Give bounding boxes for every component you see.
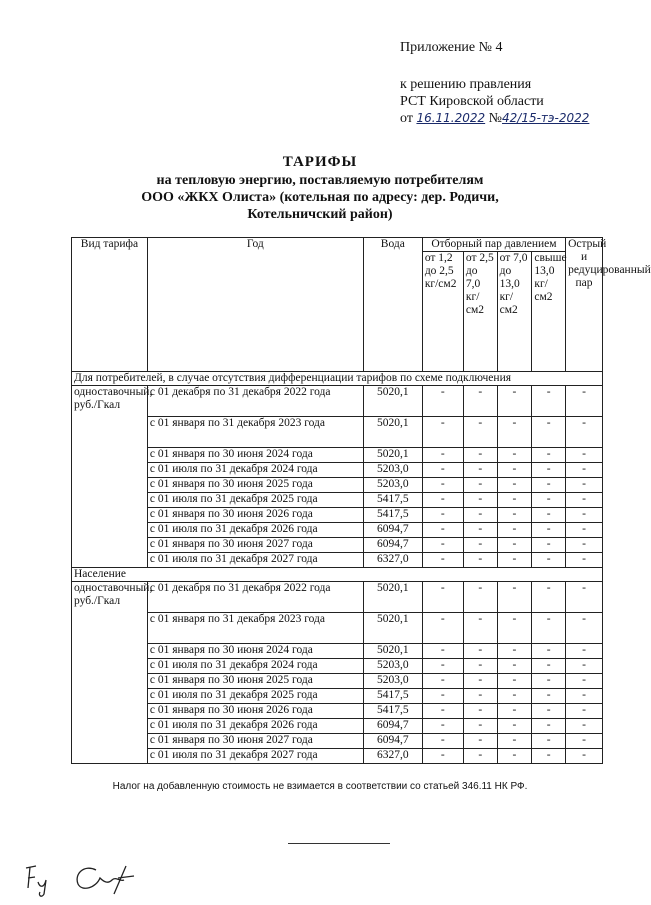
empty-tariff-cell: -	[497, 463, 532, 478]
period-cell: с 01 января по 30 июня 2024 года	[147, 448, 363, 463]
water-tariff-cell: 5203,0	[363, 463, 422, 478]
empty-tariff-cell: -	[422, 538, 463, 553]
empty-tariff-cell: -	[463, 508, 497, 523]
table-row	[72, 704, 603, 719]
empty-tariff-cell: -	[463, 478, 497, 493]
empty-tariff-cell: -	[532, 386, 566, 417]
period-cell: с 01 июля по 31 декабря 2026 года	[147, 523, 363, 538]
empty-tariff-cell: -	[463, 644, 497, 659]
empty-tariff-cell: -	[422, 508, 463, 523]
table-row	[72, 448, 603, 463]
signature-rule	[288, 843, 390, 844]
empty-tariff-cell: -	[463, 523, 497, 538]
empty-tariff-cell: -	[532, 553, 566, 568]
empty-tariff-cell: -	[463, 463, 497, 478]
empty-tariff-cell: -	[566, 734, 603, 749]
empty-tariff-cell: -	[566, 523, 603, 538]
period-cell: с 01 июля по 31 декабря 2025 года	[147, 689, 363, 704]
col-header-kind: Вид тарифа	[72, 238, 148, 372]
empty-tariff-cell: -	[422, 553, 463, 568]
table-row	[72, 613, 603, 644]
col-header-steam-4: свыше 13,0 кг/см2	[532, 252, 566, 372]
col-header-steam-1: от 1,2 до 2,5 кг/см2	[422, 252, 463, 372]
water-tariff-cell: 5020,1	[363, 417, 422, 448]
empty-tariff-cell: -	[532, 719, 566, 734]
table-header-row	[72, 238, 603, 252]
tariff-kind-cell: одноставочный, руб./Гкал	[72, 386, 148, 568]
table-row	[72, 689, 603, 704]
doc-subtitle	[0, 172, 640, 223]
empty-tariff-cell: -	[532, 749, 566, 764]
table-row	[72, 508, 603, 523]
empty-tariff-cell: -	[497, 478, 532, 493]
empty-tariff-cell: -	[422, 463, 463, 478]
period-cell: с 01 июля по 31 декабря 2024 года	[147, 463, 363, 478]
empty-tariff-cell: -	[463, 719, 497, 734]
empty-tariff-cell: -	[566, 448, 603, 463]
signature-initials	[22, 858, 62, 898]
empty-tariff-cell: -	[497, 719, 532, 734]
empty-tariff-cell: -	[497, 538, 532, 553]
empty-tariff-cell: -	[566, 463, 603, 478]
empty-tariff-cell: -	[532, 448, 566, 463]
empty-tariff-cell: -	[497, 508, 532, 523]
empty-tariff-cell: -	[463, 448, 497, 463]
empty-tariff-cell: -	[566, 644, 603, 659]
empty-tariff-cell: -	[532, 644, 566, 659]
table-row	[72, 538, 603, 553]
period-cell: с 01 декабря по 31 декабря 2022 года	[147, 386, 363, 417]
empty-tariff-cell: -	[566, 689, 603, 704]
section-title-row	[72, 372, 603, 386]
empty-tariff-cell: -	[566, 674, 603, 689]
section-title-row	[72, 568, 603, 582]
period-cell: с 01 июля по 31 декабря 2027 года	[147, 553, 363, 568]
vat-footnote: Налог на добавленную стоимость не взимается в соответствии со статьей 346.11 НК РФ.	[112, 781, 528, 792]
empty-tariff-cell: -	[566, 749, 603, 764]
col-header-water: Вода	[363, 238, 422, 372]
water-tariff-cell: 6327,0	[363, 749, 422, 764]
empty-tariff-cell: -	[566, 719, 603, 734]
table-row	[72, 523, 603, 538]
period-cell: с 01 января по 31 декабря 2023 года	[147, 417, 363, 448]
empty-tariff-cell: -	[566, 493, 603, 508]
empty-tariff-cell: -	[422, 734, 463, 749]
col-header-year: Год	[147, 238, 363, 372]
empty-tariff-cell: -	[497, 448, 532, 463]
water-tariff-cell: 5020,1	[363, 582, 422, 613]
table-row	[72, 463, 603, 478]
table-row	[72, 553, 603, 568]
resolution-line-1: к решению правления	[400, 77, 532, 92]
empty-tariff-cell: -	[532, 613, 566, 644]
empty-tariff-cell: -	[532, 493, 566, 508]
col-header-steam: Отборный пар давлением	[422, 238, 565, 252]
empty-tariff-cell: -	[422, 749, 463, 764]
period-cell: с 01 января по 30 июня 2026 года	[147, 508, 363, 523]
water-tariff-cell: 5417,5	[363, 704, 422, 719]
period-cell: с 01 января по 30 июня 2025 года	[147, 674, 363, 689]
period-cell: с 01 июля по 31 декабря 2025 года	[147, 493, 363, 508]
empty-tariff-cell: -	[422, 613, 463, 644]
col-header-steam-2: от 2,5 до 7,0 кг/см2	[463, 252, 497, 372]
empty-tariff-cell: -	[463, 417, 497, 448]
water-tariff-cell: 5020,1	[363, 386, 422, 417]
period-cell: с 01 января по 30 июня 2025 года	[147, 478, 363, 493]
water-tariff-cell: 6094,7	[363, 538, 422, 553]
water-tariff-cell: 6094,7	[363, 734, 422, 749]
col-header-sharp-steam: Острый и редуцированный пар	[566, 238, 603, 372]
empty-tariff-cell: -	[532, 508, 566, 523]
period-cell: с 01 июля по 31 декабря 2024 года	[147, 659, 363, 674]
period-cell: с 01 июля по 31 декабря 2026 года	[147, 719, 363, 734]
empty-tariff-cell: -	[422, 659, 463, 674]
water-tariff-cell: 5020,1	[363, 644, 422, 659]
period-cell: с 01 января по 30 июня 2026 года	[147, 704, 363, 719]
empty-tariff-cell: -	[497, 523, 532, 538]
empty-tariff-cell: -	[463, 386, 497, 417]
table-row	[72, 644, 603, 659]
empty-tariff-cell: -	[463, 704, 497, 719]
tariff-table	[71, 237, 651, 764]
doc-subtitle-line-1: на тепловую энергию, поставляемую потребителям	[156, 173, 484, 188]
empty-tariff-cell: -	[422, 386, 463, 417]
empty-tariff-cell: -	[422, 582, 463, 613]
empty-tariff-cell: -	[532, 417, 566, 448]
empty-tariff-cell: -	[422, 719, 463, 734]
empty-tariff-cell: -	[566, 538, 603, 553]
empty-tariff-cell: -	[497, 582, 532, 613]
doc-subtitle-line-2: ООО «ЖКХ Олиста» (котельная по адресу: дер. Родичи,	[141, 190, 499, 205]
resolution-line-2: РСТ Кировской области	[400, 94, 544, 109]
empty-tariff-cell: -	[566, 659, 603, 674]
empty-tariff-cell: -	[497, 659, 532, 674]
empty-tariff-cell: -	[532, 478, 566, 493]
empty-tariff-cell: -	[532, 734, 566, 749]
empty-tariff-cell: -	[566, 704, 603, 719]
table-row	[72, 582, 603, 613]
empty-tariff-cell: -	[532, 582, 566, 613]
empty-tariff-cell: -	[497, 734, 532, 749]
number-prefix: №	[488, 111, 503, 126]
section-title: Население	[72, 568, 603, 582]
water-tariff-cell: 5203,0	[363, 674, 422, 689]
table-row	[72, 386, 603, 417]
tariff-table-body	[72, 372, 603, 764]
period-cell: с 01 января по 31 декабря 2023 года	[147, 613, 363, 644]
empty-tariff-cell: -	[422, 674, 463, 689]
water-tariff-cell: 5417,5	[363, 689, 422, 704]
water-tariff-cell: 5417,5	[363, 493, 422, 508]
empty-tariff-cell: -	[532, 523, 566, 538]
empty-tariff-cell: -	[497, 553, 532, 568]
empty-tariff-cell: -	[463, 689, 497, 704]
empty-tariff-cell: -	[422, 523, 463, 538]
empty-tariff-cell: -	[566, 613, 603, 644]
doc-title: ТАРИФЫ	[282, 154, 358, 170]
empty-tariff-cell: -	[463, 659, 497, 674]
period-cell: с 01 января по 30 июня 2024 года	[147, 644, 363, 659]
empty-tariff-cell: -	[463, 749, 497, 764]
empty-tariff-cell: -	[532, 689, 566, 704]
tariff-kind-cell: одноставочный, руб./Гкал	[72, 582, 148, 764]
empty-tariff-cell: -	[463, 582, 497, 613]
empty-tariff-cell: -	[497, 674, 532, 689]
empty-tariff-cell: -	[566, 508, 603, 523]
empty-tariff-cell: -	[497, 704, 532, 719]
empty-tariff-cell: -	[463, 613, 497, 644]
empty-tariff-cell: -	[422, 704, 463, 719]
empty-tariff-cell: -	[532, 659, 566, 674]
water-tariff-cell: 6094,7	[363, 523, 422, 538]
empty-tariff-cell: -	[532, 538, 566, 553]
empty-tariff-cell: -	[463, 734, 497, 749]
handwritten-date: 16.11.2022	[416, 111, 486, 125]
water-tariff-cell: 5020,1	[363, 448, 422, 463]
empty-tariff-cell: -	[422, 689, 463, 704]
empty-tariff-cell: -	[497, 493, 532, 508]
empty-tariff-cell: -	[566, 417, 603, 448]
empty-tariff-cell: -	[463, 538, 497, 553]
empty-tariff-cell: -	[422, 417, 463, 448]
empty-tariff-cell: -	[566, 478, 603, 493]
empty-tariff-cell: -	[422, 448, 463, 463]
empty-tariff-cell: -	[497, 386, 532, 417]
empty-tariff-cell: -	[422, 478, 463, 493]
resolution-date-line	[400, 110, 589, 127]
table-row	[72, 734, 603, 749]
empty-tariff-cell: -	[497, 417, 532, 448]
period-cell: с 01 января по 30 июня 2027 года	[147, 734, 363, 749]
empty-tariff-cell: -	[422, 493, 463, 508]
appendix-label: Приложение № 4	[400, 40, 503, 55]
water-tariff-cell: 6327,0	[363, 553, 422, 568]
empty-tariff-cell: -	[497, 613, 532, 644]
col-header-steam-3: от 7,0 до 13,0 кг/см2	[497, 252, 532, 372]
period-cell: с 01 января по 30 июня 2027 года	[147, 538, 363, 553]
empty-tariff-cell: -	[532, 674, 566, 689]
table-row	[72, 417, 603, 448]
empty-tariff-cell: -	[463, 674, 497, 689]
water-tariff-cell: 5417,5	[363, 508, 422, 523]
empty-tariff-cell: -	[532, 463, 566, 478]
table-row	[72, 493, 603, 508]
table-row	[72, 749, 603, 764]
water-tariff-cell: 5020,1	[363, 613, 422, 644]
water-tariff-cell: 5203,0	[363, 478, 422, 493]
empty-tariff-cell: -	[497, 689, 532, 704]
table-row	[72, 659, 603, 674]
table-row	[72, 478, 603, 493]
empty-tariff-cell: -	[463, 493, 497, 508]
table-row	[72, 674, 603, 689]
water-tariff-cell: 6094,7	[363, 719, 422, 734]
table-row	[72, 719, 603, 734]
period-cell: с 01 декабря по 31 декабря 2022 года	[147, 582, 363, 613]
resolution-block	[400, 76, 589, 127]
signature-scribble	[70, 858, 150, 898]
empty-tariff-cell: -	[566, 553, 603, 568]
empty-tariff-cell: -	[422, 644, 463, 659]
empty-tariff-cell: -	[497, 749, 532, 764]
doc-subtitle-line-3: Котельничский район)	[247, 207, 393, 222]
empty-tariff-cell: -	[566, 386, 603, 417]
water-tariff-cell: 5203,0	[363, 659, 422, 674]
empty-tariff-cell: -	[497, 644, 532, 659]
empty-tariff-cell: -	[463, 553, 497, 568]
empty-tariff-cell: -	[566, 582, 603, 613]
date-prefix: от	[400, 111, 413, 126]
empty-tariff-cell: -	[532, 704, 566, 719]
period-cell: с 01 июля по 31 декабря 2027 года	[147, 749, 363, 764]
handwritten-number: 42/15-тэ-2022	[502, 111, 590, 125]
section-title: Для потребителей, в случае отсутствия дифференциации тарифов по схеме подключения	[72, 372, 603, 386]
